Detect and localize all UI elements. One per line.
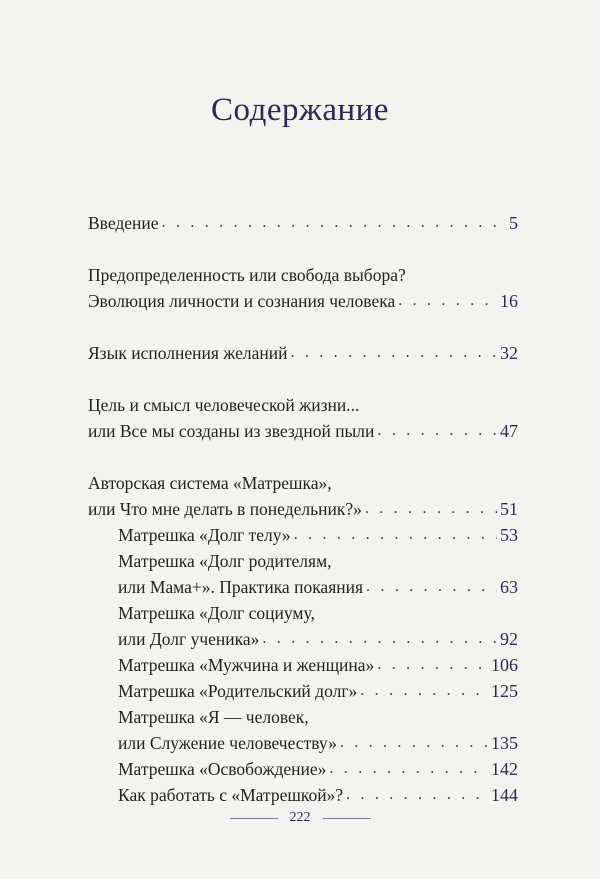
toc-entry-text: или Что мне делать в понедельник?» <box>88 499 362 519</box>
page-number: 222 <box>289 810 311 825</box>
dot-leader <box>366 576 497 598</box>
dot-leader <box>377 654 488 676</box>
toc-entry-page: 5 <box>509 213 518 233</box>
toc-entry-liberation <box>118 754 518 780</box>
toc-entry-repentance <box>118 572 518 598</box>
toc-entry-page: 142 <box>491 759 518 779</box>
toc-entry-page: 16 <box>500 291 518 311</box>
toc-entry-body-duty <box>118 520 518 546</box>
dot-leader <box>340 732 488 754</box>
toc-entry-introduction <box>88 208 518 234</box>
toc-entry-wishes-language <box>88 338 518 364</box>
dot-leader <box>162 212 506 234</box>
toc-entry-page: 92 <box>500 629 518 649</box>
dot-leader <box>398 290 497 312</box>
dot-leader <box>262 628 497 650</box>
page-title: Содержание <box>211 92 389 128</box>
toc-entry-text: Матрешка «Долг телу» <box>118 525 291 545</box>
toc-entry-page: 32 <box>500 343 518 363</box>
toc-entry-page: 53 <box>500 525 518 545</box>
toc-entry-evolution <box>88 286 518 312</box>
dot-leader <box>377 420 497 442</box>
toc-entry-text: Язык исполнения желаний <box>88 343 288 363</box>
dot-leader <box>294 524 497 546</box>
dot-leader <box>365 498 497 520</box>
toc-entry-matryoshka-system <box>88 468 332 494</box>
toc-entry-text: или Долг ученика» <box>118 629 260 649</box>
toc-entry-predestination <box>88 260 406 286</box>
dot-leader <box>290 342 497 364</box>
toc-entry-page: 51 <box>500 499 518 519</box>
toc-entry-text: Предопределенность или свобода выбора? <box>88 265 406 285</box>
toc-entry-text: или Служение человечеству» <box>118 733 337 753</box>
toc-entry-parental-duty <box>118 676 518 702</box>
toc-entry-i-am-human <box>118 702 309 728</box>
toc-entry-man-woman <box>118 650 518 676</box>
toc-entry-text: Матрешка «Долг социуму, <box>118 603 315 623</box>
dot-leader <box>346 784 488 806</box>
toc-entry-page: 63 <box>500 577 518 597</box>
toc-entry-text: Матрешка «Освобождение» <box>118 759 327 779</box>
toc-entry-page: 144 <box>491 785 518 805</box>
toc-entry-page: 47 <box>500 421 518 441</box>
toc-entry-text: или Все мы созданы из звездной пыли <box>88 421 375 441</box>
toc-entry-how-to-work <box>118 780 518 806</box>
toc-entry-parents-duty <box>118 546 332 572</box>
toc-entry-text: Введение <box>88 213 159 233</box>
toc-entry-text: или Мама+». Практика покаяния <box>118 577 364 597</box>
toc-entry-society-duty <box>118 598 315 624</box>
toc-entry-text: Матрешка «Мужчина и женщина» <box>118 655 375 675</box>
toc-entry-page: 106 <box>491 655 518 675</box>
dot-leader <box>360 680 488 702</box>
toc-entry-monday <box>88 494 518 520</box>
page-footer <box>0 808 600 828</box>
footer-rule-left <box>230 818 278 819</box>
toc-entry-life-purpose <box>88 390 359 416</box>
toc-entry-text: Авторская система «Матрешка», <box>88 473 332 493</box>
footer-rule-right <box>323 818 371 819</box>
dot-leader <box>329 758 488 780</box>
toc-entry-text: Матрешка «Долг родителям, <box>118 551 332 571</box>
toc-entry-page: 135 <box>491 733 518 753</box>
toc-entry-serving-humanity <box>118 728 518 754</box>
toc-entry-student-duty <box>118 624 518 650</box>
toc-entry-text: Как работать с «Матрешкой»? <box>118 785 344 805</box>
toc-entry-star-dust <box>88 416 518 442</box>
toc-entry-text: Матрешка «Родительский долг» <box>118 681 358 701</box>
toc-entry-text: Эволюция личности и сознания человека <box>88 291 396 311</box>
toc-entry-text: Матрешка «Я — человек, <box>118 707 309 727</box>
toc-entry-page: 125 <box>491 681 518 701</box>
toc-entry-text: Цель и смысл человеческой жизни... <box>88 395 360 415</box>
